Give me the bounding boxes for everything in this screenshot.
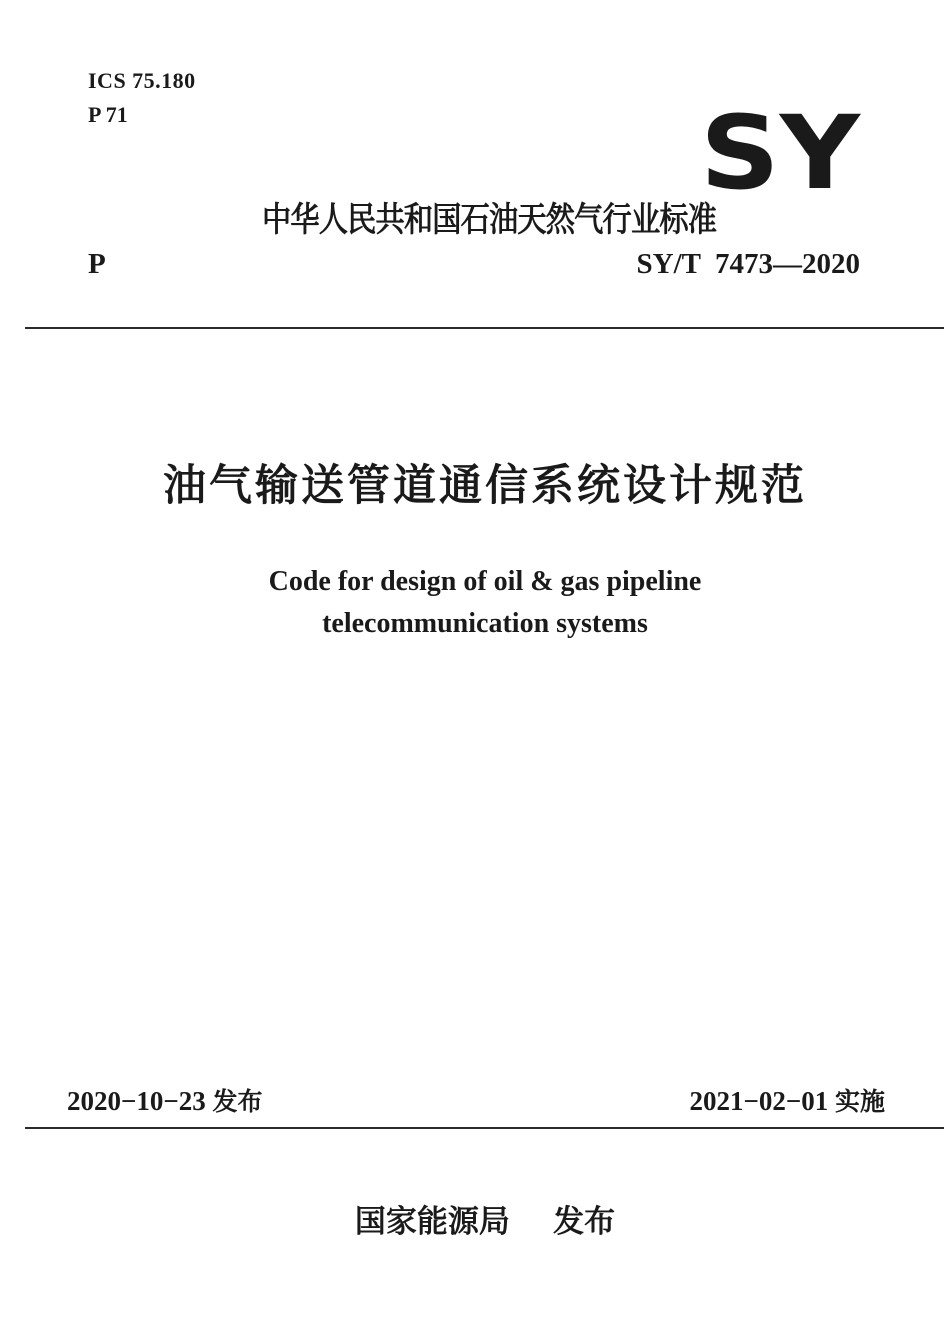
issue-date xyxy=(67,1082,263,1118)
ics-code: ICS 75.180 xyxy=(88,68,196,93)
document-title-en-line2: telecommunication systems xyxy=(322,608,648,639)
top-divider xyxy=(25,327,944,329)
implementation-date-value: 2021−02−01 xyxy=(689,1086,829,1116)
publisher: 国家能源局 发布 xyxy=(354,1204,616,1240)
ccs-code: P 71 xyxy=(88,102,128,127)
document-title-en-line1: Code for design of oil & gas pipeline xyxy=(268,566,702,597)
category-letter: P xyxy=(88,248,106,280)
bottom-divider xyxy=(25,1127,944,1129)
sy-logo xyxy=(700,104,862,192)
document-title-zh: 油气输送管道通信系统设计规范 xyxy=(163,461,807,511)
industry-standard-title: 中华人民共和国石油天然气行业标准 xyxy=(262,200,717,240)
standard-number: SY/T 7473—2020 xyxy=(636,248,860,280)
implementation-date-label: 实施 xyxy=(834,1087,885,1116)
issue-date-value: 2020−10−23 xyxy=(67,1086,206,1116)
implementation-date xyxy=(689,1082,885,1118)
issue-date-label: 发布 xyxy=(212,1087,263,1116)
sy-logo-text: SY xyxy=(700,104,862,192)
